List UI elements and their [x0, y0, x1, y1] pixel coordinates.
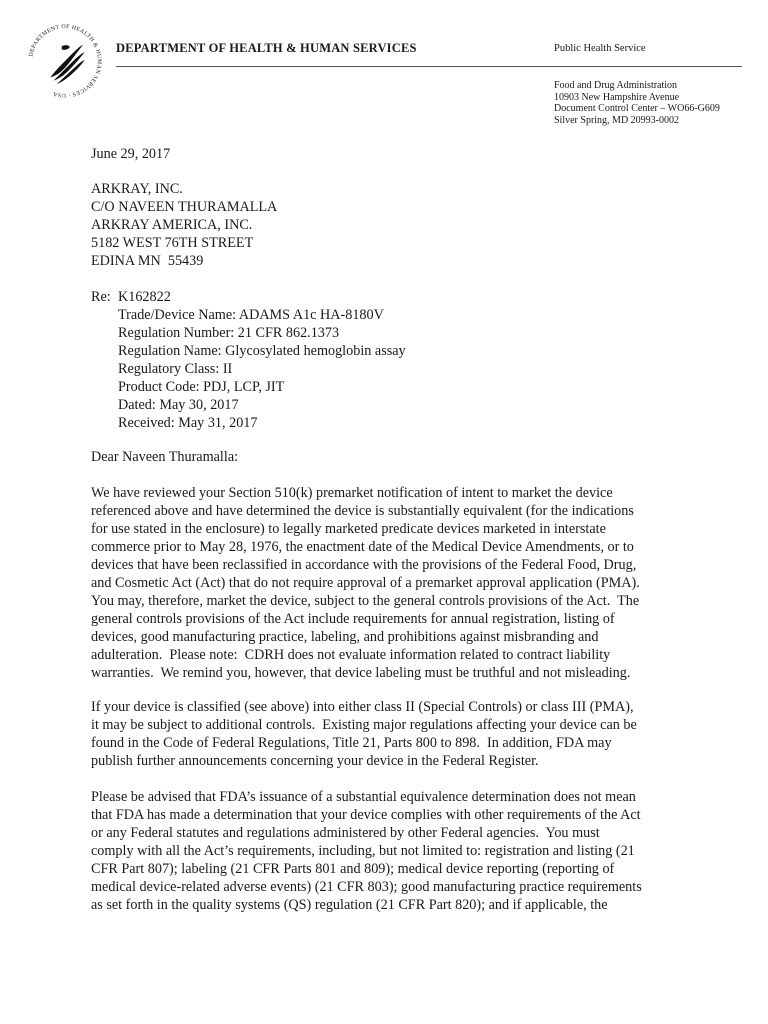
paragraph-line: commerce prior to May 28, 1976, the enactment date of the Medical Device Amendments, or to: [91, 539, 634, 555]
paragraph-line: it may be subject to additional controls. Existing major regulations affecting your device can be: [91, 717, 637, 733]
header-divider: [116, 66, 742, 67]
paragraph-line: and Cosmetic Act (Act) that do not require approval of a premarket approval application (PMA).: [91, 575, 640, 591]
addressee-line: EDINA MN 55439: [91, 253, 204, 269]
paragraph-line: that FDA has made a determination that your device complies with other requirements of the Act: [91, 807, 641, 823]
device-detail-line: Trade/Device Name: ADAMS A1c HA-8180V: [118, 307, 384, 323]
fda-address-line: Document Control Center – WO66-G609: [554, 103, 720, 115]
svg-text:DEPARTMENT OF HEALTH & HUMAN S: DEPARTMENT OF HEALTH & HUMAN SERVICES · USA: [28, 24, 102, 98]
reference-block: [91, 288, 406, 432]
addressee-line: ARKRAY AMERICA, INC.: [91, 217, 253, 233]
paragraph-line: warranties. We remind you, however, that device labeling must be truthful and not misleading.: [91, 665, 631, 681]
paragraph-line: devices that have been reclassified in accordance with the provisions of the Federal Food, Drug,: [91, 557, 637, 573]
paragraph-line: adulteration. Please note: CDRH does not evaluate information related to contract liability: [91, 647, 611, 663]
device-detail-line: Received: May 31, 2017: [118, 415, 258, 431]
paragraph-substantial-equivalence: [91, 484, 640, 682]
hhs-seal-logo: [24, 20, 106, 102]
paragraph-line: found in the Code of Federal Regulations, Title 21, Parts 800 to 898. In addition, FDA may: [91, 735, 612, 751]
device-detail-line: Regulation Number: 21 CFR 862.1373: [118, 325, 340, 341]
reference-label: Re:: [91, 289, 111, 305]
paragraph-line: CFR Part 807); labeling (21 CFR Parts 801 and 809); medical device reporting (reporting of: [91, 861, 615, 877]
fda-address-line: Silver Spring, MD 20993-0002: [554, 114, 679, 126]
paragraph-line: devices, good manufacturing practice, labeling, and prohibitions against misbranding and: [91, 629, 599, 645]
device-detail-line: Regulation Name: Glycosylated hemoglobin assay: [118, 343, 406, 359]
paragraph-line: Please be advised that FDA’s issuance of a substantial equivalence determination does not mean: [91, 789, 636, 805]
paragraph-line: general controls provisions of the Act include requirements for annual registration, listing of: [91, 611, 615, 627]
paragraph-line: for use stated in the enclosure) to legally marketed predicate devices marketed in interstate: [91, 521, 606, 537]
addressee-block: [91, 180, 277, 270]
paragraph-compliance-requirements: [91, 788, 642, 914]
addressee-line: 5182 WEST 76TH STREET: [91, 235, 254, 251]
department-title: DEPARTMENT OF HEALTH & HUMAN SERVICES: [116, 41, 417, 55]
paragraph-line: publish further announcements concerning your device in the Federal Register.: [91, 753, 539, 769]
reference-number: K162822: [118, 289, 171, 305]
reference-line: [91, 288, 406, 306]
public-health-service-label: Public Health Service: [554, 43, 646, 54]
paragraph-line: medical device-related adverse events) (21 CFR 803); good manufacturing practice requirements: [91, 879, 642, 895]
paragraph-line: We have reviewed your Section 510(k) premarket notification of intent to market the device: [91, 485, 613, 501]
fda-address-line: Food and Drug Administration: [554, 80, 678, 91]
letter-date: June 29, 2017: [91, 146, 171, 162]
paragraph-additional-controls: [91, 698, 637, 770]
paragraph-line: or any Federal statutes and regulations administered by other Federal agencies. You must: [91, 825, 600, 841]
device-detail-line: Product Code: PDJ, LCP, JIT: [118, 379, 285, 395]
addressee-line: ARKRAY, INC.: [91, 181, 183, 197]
device-detail-line: Regulatory Class: II: [118, 361, 233, 377]
paragraph-line: comply with all the Act’s requirements, including, but not limited to: registration and listing (21: [91, 843, 635, 859]
device-detail-line: Dated: May 30, 2017: [118, 397, 239, 413]
paragraph-line: You may, therefore, market the device, subject to the general controls provisions of the Act. The: [91, 593, 640, 609]
fda-address-block: [554, 80, 720, 126]
paragraph-line: If your device is classified (see above) into either class II (Special Controls) or class III (PMA),: [91, 699, 634, 715]
fda-address-line: 10903 New Hampshire Avenue: [554, 91, 680, 103]
paragraph-line: as set forth in the quality systems (QS) regulation (21 CFR Part 820); and if applicable, the: [91, 897, 608, 913]
paragraph-line: referenced above and have determined the device is substantially equivalent (for the indications: [91, 503, 634, 519]
addressee-line: C/O NAVEEN THURAMALLA: [91, 199, 278, 215]
salutation: Dear Naveen Thuramalla:: [91, 449, 239, 465]
